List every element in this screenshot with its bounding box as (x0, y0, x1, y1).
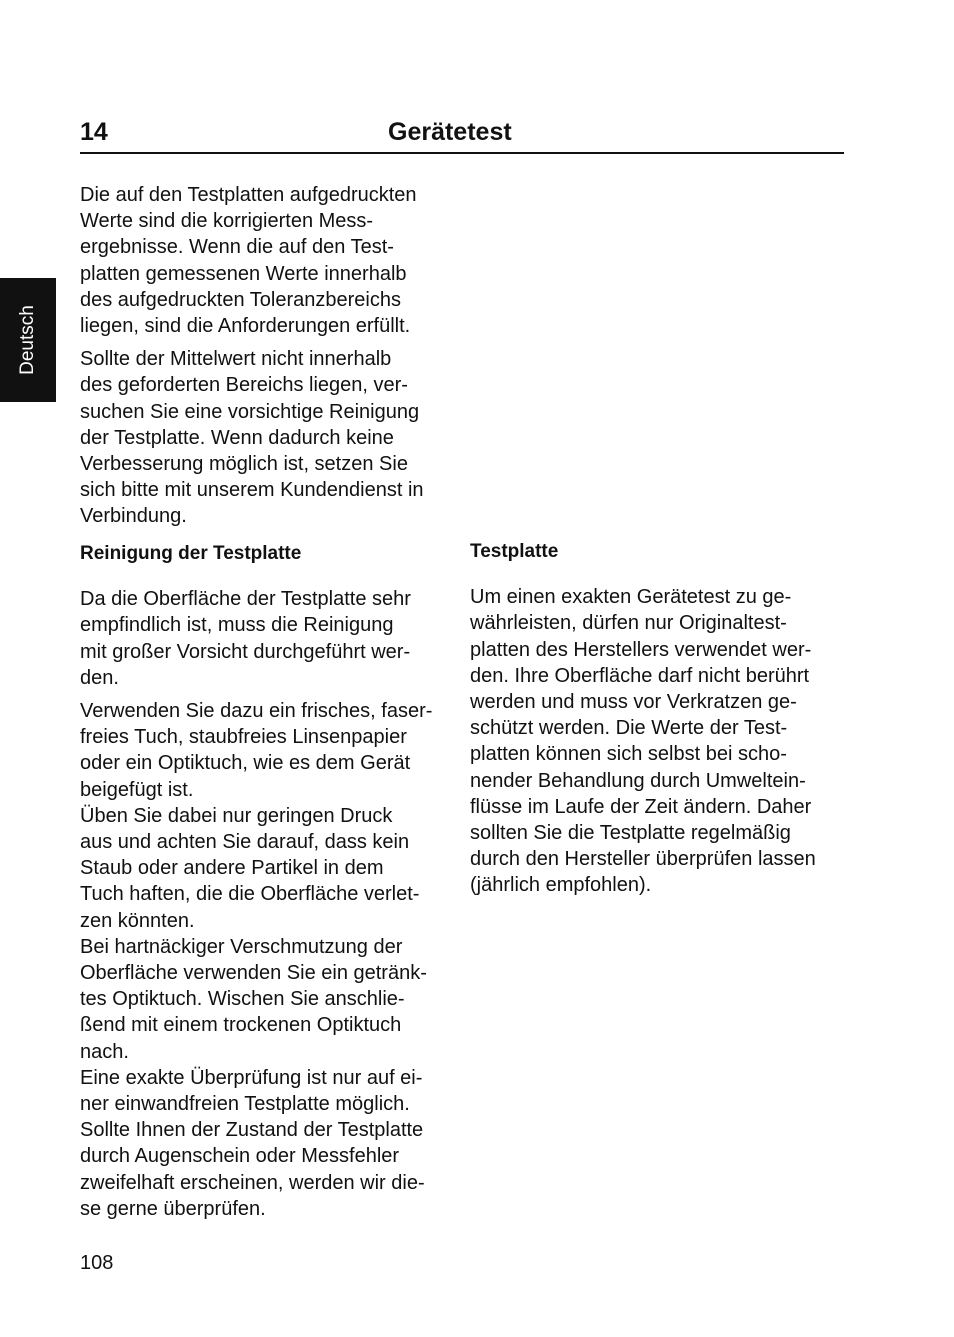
left-column-intro (80, 182, 460, 530)
testplate-heading: Testplatte (470, 541, 559, 562)
text-line: der Testplatte. Wenn dadurch keine (80, 426, 394, 449)
text-line: beigefügt ist. (80, 778, 194, 801)
text-line: ergebnisse. Wenn die auf den Test- (80, 236, 394, 259)
text-line: Sollte Ihnen der Zustand der Testplatte (80, 1119, 424, 1142)
text-line: werden und muss vor Verkratzen ge- (470, 691, 797, 714)
text-line: platten können sich selbst bei scho- (470, 743, 787, 766)
text-line: Die auf den Testplatten aufgedruckten (80, 184, 417, 206)
text-line: (jährlich empfohlen). (470, 874, 652, 897)
text-line: suchen Sie eine vorsichtige Reinigung (80, 400, 420, 423)
text-line: Um einen exakten Gerätetest zu ge- (470, 586, 792, 609)
text-line: oder ein Optiktuch, wie es dem Gerät (80, 752, 411, 775)
text-line: ßend mit einem trockenen Optiktuch (80, 1014, 402, 1037)
text-line: Staub oder andere Partikel in dem (80, 857, 384, 880)
intro-paragraph-1 (80, 182, 460, 339)
text-line: sollten Sie die Testplatte regelmäßig (470, 822, 791, 845)
text-line: des geforderten Bereichs liegen, ver- (80, 374, 408, 397)
text-line: Verbesserung möglich ist, setzen Sie (80, 453, 408, 476)
text-line: platten gemessenen Werte innerhalb (80, 262, 407, 285)
text-line: ner einwandfreien Testplatte möglich. (80, 1093, 410, 1116)
text-line: schützt werden. Die Werte der Test- (470, 717, 788, 740)
text-line: Bei hartnäckiger Verschmutzung der (80, 935, 403, 958)
text-line: Üben Sie dabei nur geringen Druck (80, 804, 393, 827)
language-label: Deutsch (17, 305, 38, 375)
language-side-tab (0, 278, 56, 402)
chapter-number: 14 (80, 118, 108, 146)
left-column-cleaning (80, 541, 460, 1222)
text-line: platten des Herstellers verwendet wer- (470, 638, 812, 661)
text-line: Eine exakte Überprüfung ist nur auf ei- (80, 1066, 423, 1089)
intro-paragraph-2 (80, 346, 460, 529)
page-number: 108 (80, 1252, 114, 1274)
text-line: flüsse im Laufe der Zeit ändern. Daher (470, 795, 812, 818)
text-line: Oberfläche verwenden Sie ein getränk- (80, 962, 427, 985)
testplate-paragraph (470, 584, 850, 898)
text-line: durch Augenschein oder Messfehler (80, 1145, 400, 1168)
text-line: tes Optiktuch. Wischen Sie anschlie- (80, 988, 405, 1011)
text-line: Werte sind die korrigierten Mess- (80, 210, 374, 233)
text-line: nach. (80, 1040, 129, 1063)
right-column (470, 539, 850, 899)
text-line: se gerne überprüfen. (80, 1197, 266, 1220)
text-line: durch den Hersteller überprüfen lassen (470, 848, 816, 871)
text-line: nender Behandlung durch Umweltein- (470, 769, 806, 792)
cleaning-heading: Reinigung der Testplatte (80, 543, 302, 564)
text-line: Verbindung. (80, 505, 187, 528)
text-line: Sollte der Mittelwert nicht innerhalb (80, 348, 392, 371)
text-line: sich bitte mit unserem Kundendienst in (80, 479, 424, 502)
text-line: liegen, sind die Anforderungen erfüllt. (80, 315, 411, 338)
text-line: Da die Oberfläche der Testplatte sehr (80, 588, 411, 611)
text-line: währleisten, dürfen nur Originaltest- (470, 612, 787, 635)
cleaning-paragraph-1 (80, 586, 460, 691)
text-line: empfindlich ist, muss die Reinigung (80, 614, 394, 637)
text-line: Tuch haften, die die Oberfläche verlet- (80, 883, 420, 906)
text-line: den. (80, 666, 119, 689)
text-line: mit großer Vorsicht durchgeführt wer- (80, 640, 411, 663)
chapter-title: Gerätetest (388, 118, 512, 146)
text-line: den. Ihre Oberfläche darf nicht berührt (470, 664, 810, 687)
text-line: zweifelhaft erscheinen, werden wir die- (80, 1171, 425, 1194)
text-line: des aufgedruckten Toleranzbereichs (80, 288, 401, 311)
cleaning-paragraph-2 (80, 698, 460, 1222)
text-line: zen könnten. (80, 909, 195, 932)
text-line: Verwenden Sie dazu ein frisches, faser- (80, 700, 433, 723)
page-header (80, 116, 844, 154)
text-line: freies Tuch, staubfreies Linsenpapier (80, 726, 407, 749)
text-line: aus und achten Sie darauf, dass kein (80, 831, 410, 854)
